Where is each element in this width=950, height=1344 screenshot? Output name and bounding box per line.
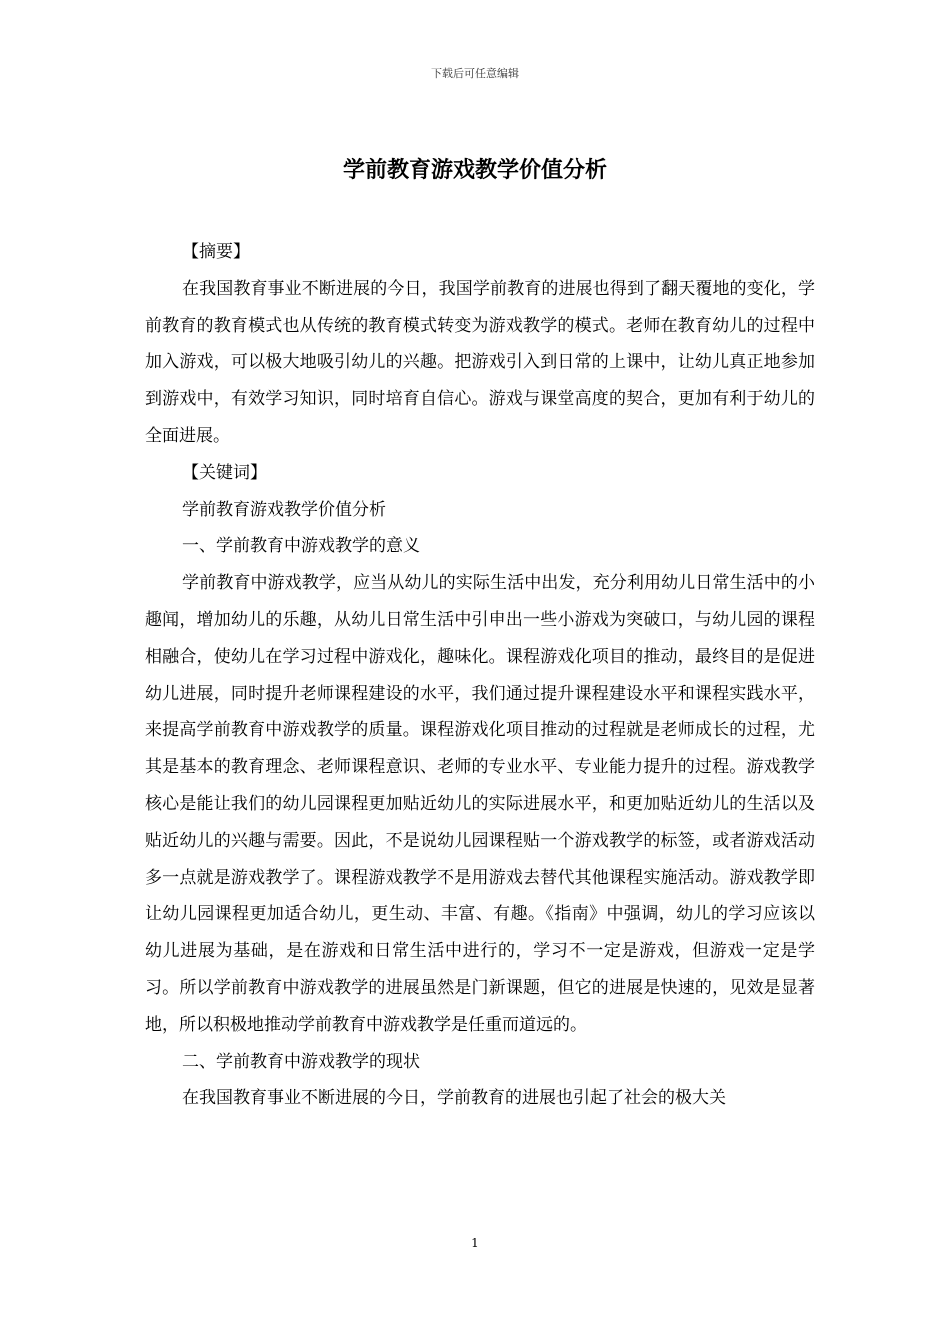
document-title: 学前教育游戏教学价值分析: [342, 157, 607, 183]
keywords-line: 学前教育游戏教学价值分析: [182, 499, 386, 520]
section-2-paragraph: 在我国教育事业不断进展的今日，学前教育的进展也引起了社会的极大关: [182, 1088, 726, 1109]
keywords-heading: 【关键词】: [182, 462, 267, 483]
section-1-heading: 一、学前教育中游戏教学的意义: [182, 536, 420, 557]
page-number: 1: [471, 1236, 479, 1250]
section-2-heading: 二、学前教育中游戏教学的现状: [182, 1051, 420, 1072]
abstract-heading: 【摘要】: [182, 242, 250, 262]
header-note: 下载后可任意编辑: [431, 67, 519, 80]
document-body: [145, 234, 815, 1117]
abstract-paragraph: 在我国教育事业不断进展的今日，我国学前教育的进展也得到了翻天覆地的变化，学前教育的教育模式也从传统的教育模式转变为游戏教学的模式。老师在教育幼儿的过程中加入游戏，可以极大地吸引幼儿的兴趣。把游戏引入到日常的上课中，让幼儿真正地参加到游戏中，有效学习知识，同时培育自信心。游戏与课堂高度的契合，更加有利于幼儿的全面进展。: [145, 278, 815, 446]
section-1-paragraph: 学前教育中游戏教学，应当从幼儿的实际生活中出发，充分利用幼儿日常生活中的小趣闻，增加幼儿的乐趣，从幼儿日常生活中引申出一些小游戏为突破口，与幼儿园的课程相融合，使幼儿在学习过程中游戏化，趣味化。课程游戏化项目的推动，最终目的是促进幼儿进展，同时提升老师课程建设的水平，我们通过提升课程建设水平和课程实践水平，来提高学前教育中游戏教学的质量。课程游戏化项目推动的过程就是老师成长的过程，尤其是基本的教育理念、老师课程意识、老师的专业水平、专业能力提升的过程。游戏教学核心是能让我们的幼儿园课程更加贴近幼儿的实际进展水平，和更加贴近幼儿的生活以及贴近幼儿的兴趣与需要。因此，不是说幼儿园课程贴一个游戏教学的标签，或者游戏活动多一点就是游戏教学了。课程游戏教学不是用游戏去替代其他课程实施活动。游戏教学即让幼儿园课程更加适合幼儿，更生动、丰富、有趣。《指南》中强调，幼儿的学习应该以幼儿进展为基础，是在游戏和日常生活中进行的，学习不一定是游戏，但游戏一定是学习。所以学前教育中游戏教学的进展虽然是门新课题，但它的进展是快速的，见效是显著地，所以积极地推动学前教育中游戏教学是任重而道远的。: [145, 573, 815, 1035]
